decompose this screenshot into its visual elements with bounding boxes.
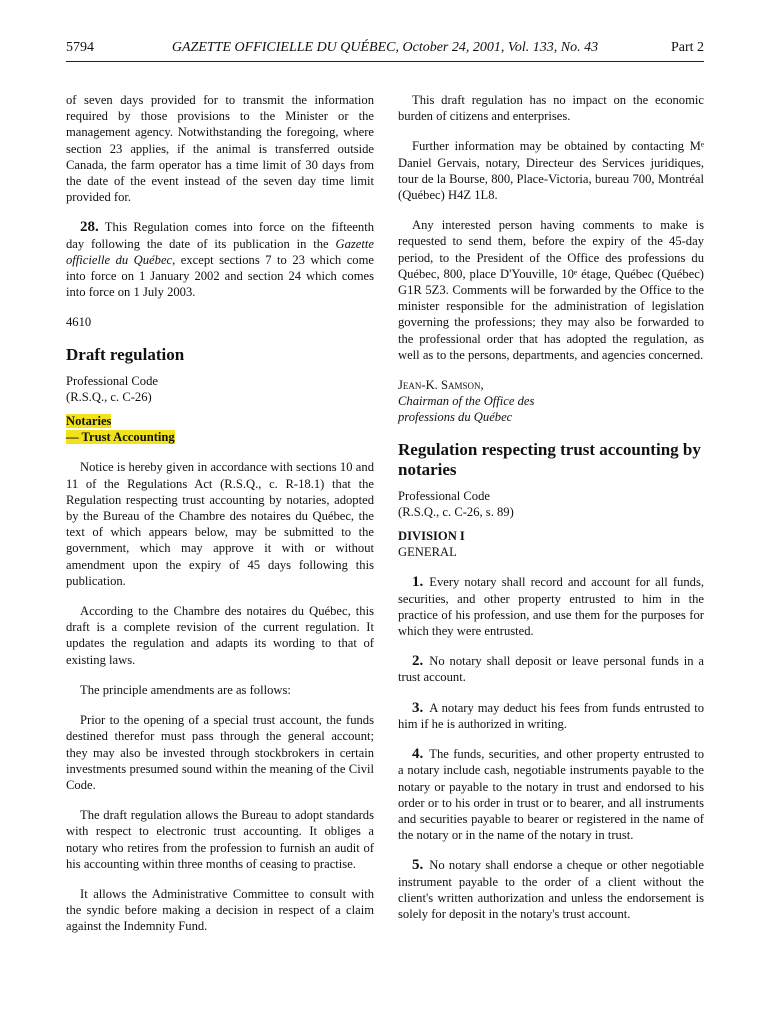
division-subheading: GENERAL (398, 545, 457, 560)
highlight-notaries: Notaries (66, 414, 112, 429)
notice-paragraph: Notice is hereby given in accordance with sections 10 and 11 of the Regulations Act (R.S.Q., c. R-18.1) that the Regulation respecting trust accounting by notaries, adopted by the Bureau of the Chambre des notaires du Québec, the text of which appears below, may be submitted to the government, which may approve it with or without amendment upon the expiry of 45 days following this publication. (66, 460, 374, 588)
signer-title-line2: professions du Québec (398, 410, 513, 425)
section-1-number: 1. (412, 574, 424, 591)
draft-regulation-heading: Draft regulation (66, 344, 185, 364)
professional-code-line: Professional Code (66, 373, 158, 388)
division-heading: DIVISION I (398, 529, 465, 544)
section-5: 5. No notary shall endorse a cheque or other negotiable instrument payable to the order of a client without the client's written authorization and unless the endorsement is solely for deposit in the notary's trust account. (398, 857, 704, 921)
header-rule (66, 61, 704, 62)
right-column (398, 92, 704, 922)
section-28-number: 28. (80, 219, 99, 236)
left-column (66, 92, 374, 935)
reg-professional-code: Professional Code (398, 488, 490, 503)
intro-paragraph: of seven days provided for to transmit the information required by those provisions to the Minister or the management agency. Notwithstanding the foregoing, where section 23 applies, if the animal is transferred outside Canada, the farm operator has a time limit of 30 days from the date of the event instead of the seven day time limit provided for. (66, 93, 374, 205)
reg-rsq-line: (R.S.Q., c. C-26, s. 89) (398, 504, 514, 519)
draft-paragraph: The draft regulation allows the Bureau to adopt standards with respect to electronic trust accounting. It obliges a notary who retires from the profession to furnish an audit of his accounting within three months of ceasing to practise. (66, 808, 374, 871)
rsq-line: (R.S.Q., c. C-26) (66, 389, 152, 404)
principle-paragraph: The principle amendments are as follows: (80, 682, 291, 697)
highlighted-topic-line2 (66, 429, 374, 445)
section-3-number: 3. (412, 699, 424, 716)
regulation-heading: Regulation respecting trust accounting by notaries (398, 439, 701, 479)
highlight-trust-accounting: — Trust Accounting (66, 430, 175, 445)
according-paragraph: According to the Chambre des notaires du Québec, this draft is a complete revision of the current regulation. It updates the regulation and adapts its wording to that of existing laws. (66, 604, 374, 667)
section-5-number: 5. (412, 857, 424, 874)
page-number: 5794 (66, 40, 94, 55)
section-4-number: 4. (412, 746, 424, 763)
part-label: Part 2 (670, 40, 704, 55)
section-4: 4. The funds, securities, and other property entrusted to a notary include cash, negotiable instruments payable to the notary or payable to the notary in trust and endorsed to his order or to his order in trust or to bearer, and all instruments and securities payable to bearer or registered in the name of the notary or in the name of the notary in trust. (398, 746, 704, 843)
signer-name: Jean-K. Samson, (398, 378, 484, 393)
section-28: 28. This Regulation comes into force on the fifteenth day following the date of its publication in the Gazette officielle du Québec, except sections 7 to 23 which come into force on 1 January 2002 and section 24 which comes into force on 1 July 2003. (66, 219, 374, 300)
section-3: 3. A notary may deduct his fees from funds entrusted to him if he is authorized in writing. (398, 699, 704, 731)
section-2-number: 2. (412, 653, 424, 670)
reference-number: 4610 (66, 315, 92, 330)
highlighted-topic (66, 413, 374, 429)
admin-paragraph: It allows the Administrative Committee to consult with the syndic before making a decision in respect of a claim against the Indemnity Fund. (66, 886, 374, 934)
impact-paragraph: This draft regulation has no impact on the economic burden of citizens and enterprises. (398, 93, 704, 124)
page-header (66, 38, 704, 58)
signer-title-line1: Chairman of the Office des (398, 394, 535, 409)
prior-paragraph: Prior to the opening of a special trust account, the funds destined therefor must pass through the general account; they may also be invested through stockbrokers in certain investments presumed sound within the meaning of the Civil Code. (66, 713, 374, 792)
section-1: 1. Every notary shall record and account for all funds, securities, and other property entrusted to him in the practice of his profession, and use them for the purposes for which they were entrusted. (398, 574, 704, 639)
further-info-paragraph: Further information may be obtained by contacting Mᵉ Daniel Gervais, notary, Directeur des Services juridiques, tour de la Bourse, 800, Place-Victoria, bureau 700, Montréal (Québec) H4Z 1L8. (398, 139, 704, 203)
gazette-title: GAZETTE OFFICIELLE DU QUÉBEC, October 24, 2001, Vol. 133, No. 43 (171, 40, 599, 55)
comments-paragraph: Any interested person having comments to make is requested to send them, before the expiry of the 45-day period, to the President of the Office des professions du Québec, 800, place D'Youville, 10ᵉ étage, Québec (Québec) G1R 5Z3. Comments will be forwarded by the Office to the minister responsible for the administration of legislation governing the professions; they may also be forwarded to the professional order that has adopted the regulation, as well as to the persons, departments, and agencies concerned. (398, 218, 704, 362)
section-2: 2. No notary shall deposit or leave personal funds in a trust account. (398, 653, 704, 685)
